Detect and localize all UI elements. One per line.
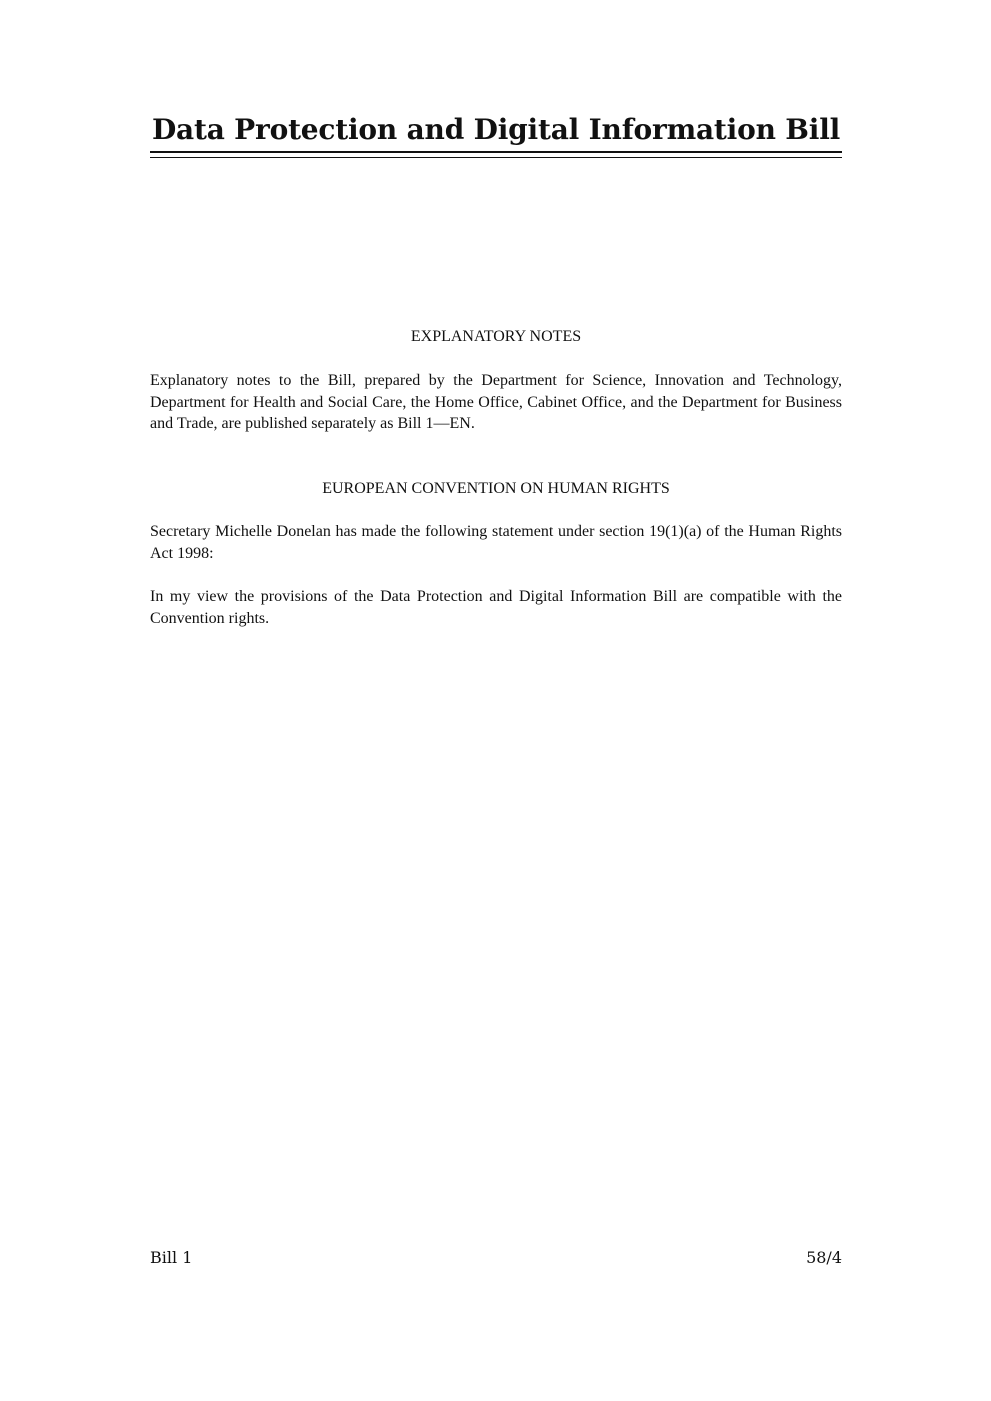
title-block [150,112,842,158]
echr-heading: EUROPEAN CONVENTION ON HUMAN RIGHTS [322,480,670,497]
title-double-rule [150,151,842,158]
explanatory-notes-heading: EXPLANATORY NOTES [410,328,582,345]
footer-reference: 58/4 [806,1248,842,1267]
echr-statement: In my view the provisions of the Data Protection and Digital Information Bill are compatible with the Convention rights. [150,588,842,627]
explanatory-notes-paragraph: Explanatory notes to the Bill, prepared by the Department for Science, Innovation and Technology, Department for Health and Social Care, the Home Office, Cabinet Office, and the Department for Business and Trade, are published separately as Bill 1—EN. [150,372,842,432]
footer-bill-number: Bill 1 [150,1248,193,1267]
echr-statement-intro: Secretary Michelle Donelan has made the following statement under section 19(1)(a) of the Human Rights Act 1998: [150,523,842,562]
document-title: Data Protection and Digital Information Bill [151,113,841,146]
